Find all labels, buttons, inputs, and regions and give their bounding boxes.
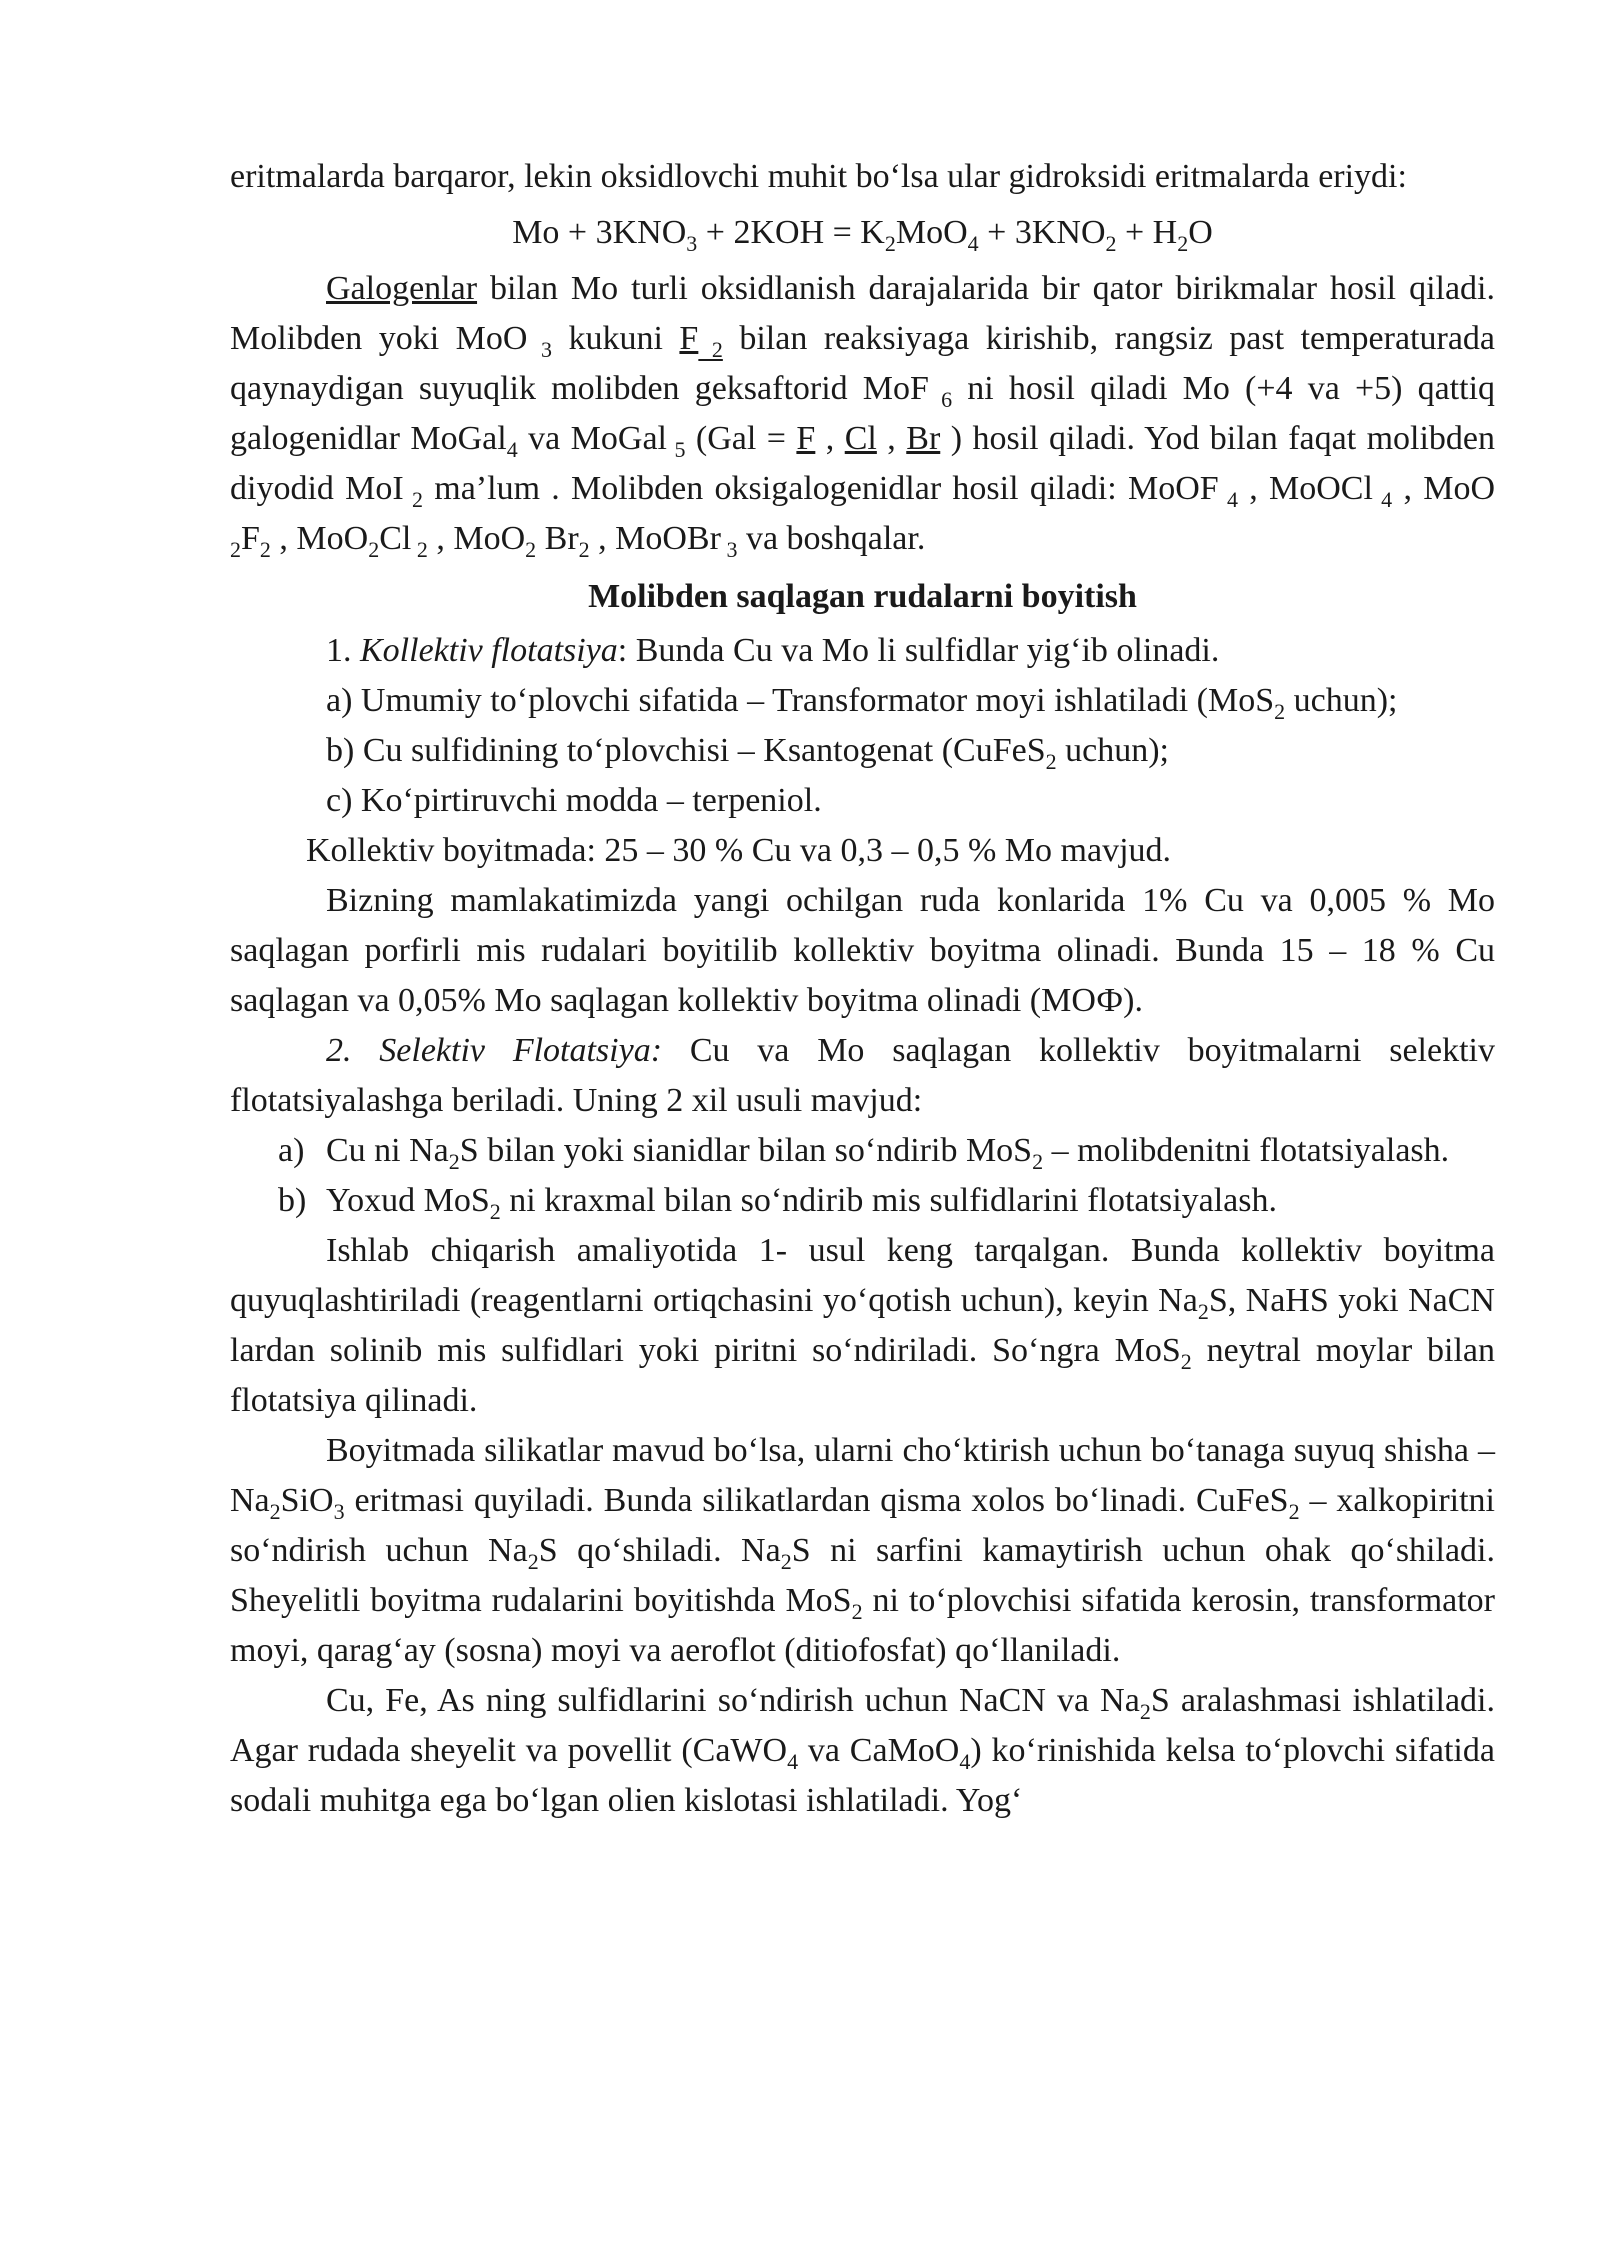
paragraph-silicates: Boyitmada silikatlar mavud bo‘lsa, ularni cho‘ktirish uchun bo‘tanaga suyuq shisha – $Na_2SiO_3$ eritmasi quyiladi. Bunda silikatlardan qisma xolos bo‘linadi. CuFeS$_2$ – xalkopiritni so‘ndirish uchun $Na_2S$ qo‘shiladi. $Na_2S$ ni sarfini kamaytirish uchun ohak qo‘shiladi. Sheyelitli boyitma rudalarini boyitishda MoS$_2$ ni to‘plovchisi sifatida kerosin, transformator moyi, qarag‘ay (sosna) moyi va aeroflot (ditiofosfat) qo‘llaniladi.: [230, 1432, 1496, 1669]
document-page: [230, 152, 1495, 1826]
paragraph-item-b: b) Cu sulfidining to‘plovchisi – Ksantogenat (CuFeS$_2$ uchun);: [326, 732, 1169, 774]
equation-molybdenum-oxidation: $Mo + 3KNO_3 + 2KOH = K_2MoO_4 + 3KNO_2 + H_2O$: [512, 214, 1213, 256]
list-item: a) Cu ni $Na_2S$ bilan yoki sianidlar bilan so‘ndirib MoS$_2$ – molibdenitni flotatsiyalash.: [278, 1132, 1450, 1174]
link-galogenlar[interactable]: Galogenlar: [326, 270, 478, 307]
paragraph-halogens: Galogenlar bilan Mo turli oksidlanish darajalarida bir qator birikmalar hosil qiladi. Molibden yoki MoO $_3$ kukuni F $_2$ bilan reaksiyaga kirishib, rangsiz past temperaturada qaynaydigan suyuqlik molibden geksaftorid MoF $_6$ ni hosil qiladi Mo (+4 va +5) qattiq galogenidlar MoGal$_4$ va MoGal $_5$ (Gal = F , Cl , Br ) hosil qiladi. Yod bilan faqat molibden diyodid MoI $_2$ ma’lum . Molibden oksigalogenidlar hosil qiladi: MoOF $_4$ , MoOCl $_4$ , MoO $_2F_2$ , MoO$_2$Cl $_2$ , MoO$_2$ $Br_2$ , MoOBr $_3$ va boshqalar.: [230, 270, 1496, 562]
paragraph-collective-flotation: 1. Kollektiv flotatsiya: Bunda Cu va Mo li sulfidlar yig‘ib olinadi.: [326, 632, 1220, 669]
paragraph-intro: eritmalarda barqaror, lekin oksidlovchi muhit bo‘lsa ular gidroksidi eritmalarda eriydi:: [230, 158, 1407, 195]
link-f[interactable]: F: [796, 420, 816, 457]
paragraph-country-deposits: Bizning mamlakatimizda yangi ochilgan ruda konlarida 1% Cu va 0,005 % Mo saqlagan porfirli mis rudalari boyitilib kollektiv boyitma olinadi. Bunda 15 – 18 % Cu saqlagan va 0,05% Mo saqlagan kollektiv boyitma olinadi (МОФ).: [230, 882, 1495, 1019]
list-item: b) Yoxud MoS$_2$ ni kraxmal bilan so‘ndirib mis sulfidlarini flotatsiyalash.: [278, 1182, 1278, 1224]
paragraph-item-c: c) Ko‘pirtiruvchi modda – terpeniol.: [326, 782, 822, 819]
paragraph-selective-flotation: 2. Selektiv Flotatsiya: Cu va Mo saqlagan kollektiv boyitmalarni selektiv flotatsiyalashga beriladi. Uning 2 xil usuli mavjud:: [230, 1032, 1495, 1119]
paragraph-production-practice: Ishlab chiqarish amaliyotida 1- usul keng tarqalgan. Bunda kollektiv boyitma quyuqlashtiriladi (reagentlarni ortiqchasini yo‘qotish uchun), keyin $Na_2S$, NaHS yoki NaCN lardan solinib mis sulfidlari yoki piritni so‘ndiriladi. So‘ngra MoS$_2$ neytral moylar bilan flotatsiya qilinadi.: [230, 1232, 1495, 1419]
section-heading: Molibden saqlagan rudalarni boyitish: [588, 578, 1137, 615]
link-cl[interactable]: Cl: [844, 420, 877, 457]
link-br[interactable]: Br: [906, 420, 941, 457]
link-fluorine[interactable]: F: [679, 320, 699, 357]
paragraph-collective-content: Kollektiv boyitmada: 25 – 30 % Cu va 0,3 – 0,5 % Mo mavjud.: [306, 832, 1172, 869]
paragraph-item-a: a) Umumiy to‘plovchi sifatida – Transformator moyi ishlatiladi (MoS$_2$ uchun);: [326, 682, 1398, 724]
paragraph-sulfide-suppression: Cu, Fe, As ning sulfidlarini so‘ndirish uchun NaCN va $Na_2S$ aralashmasi ishlatiladi. Agar rudada sheyelit va povellit (CaWO$_4$ va CaMoO$_4$) ko‘rinishida kelsa to‘plovchi sifatida sodali muhitga ega bo‘lgan olien kislotasi ishlatiladi. Yog‘: [230, 1682, 1495, 1819]
